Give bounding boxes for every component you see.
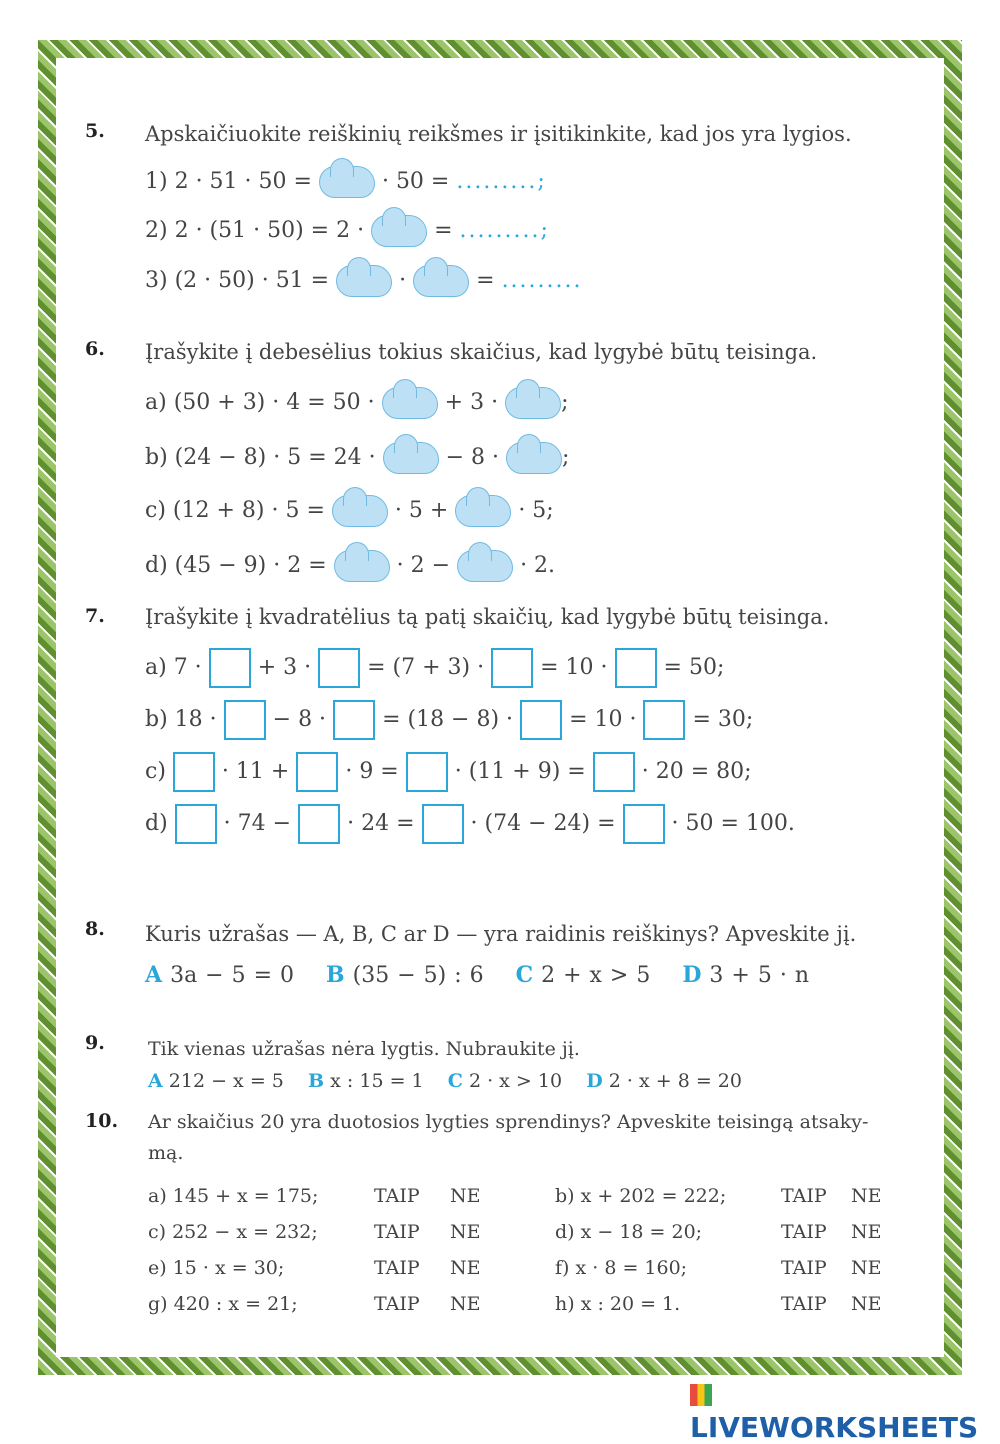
q6-line-a: a) (50 + 3) · 4 = 50 · + 3 · ; [145, 387, 569, 419]
q9-option[interactable]: A 212 − x = 5 [148, 1070, 284, 1092]
taip-option[interactable]: TAIP [374, 1221, 420, 1243]
equation: c) 252 − x = 232; [148, 1221, 318, 1243]
square-input[interactable] [406, 752, 448, 792]
cloud-input[interactable] [455, 495, 511, 527]
equation: h) x : 20 = 1. [555, 1293, 681, 1315]
square-input[interactable] [224, 700, 266, 740]
q7-line-a: a) 7 · + 3 · = (7 + 3) · = 10 · = 50; [145, 648, 724, 688]
equation: g) 420 : x = 21; [148, 1293, 298, 1315]
answer-dots[interactable]: .........; [459, 218, 550, 243]
taip-option[interactable]: TAIP [374, 1257, 420, 1279]
cloud-input[interactable] [505, 387, 561, 419]
table-row [148, 1250, 882, 1286]
q5-line3: 3) (2 · 50) · 51 = · = ......... [145, 265, 583, 297]
ne-option[interactable]: NE [851, 1185, 882, 1207]
q7-line-d: d) · 74 − · 24 = · (74 − 24) = · 50 = 100. [145, 804, 795, 844]
q9-option[interactable]: C 2 · x > 10 [447, 1070, 563, 1092]
square-input[interactable] [422, 804, 464, 844]
square-input[interactable] [296, 752, 338, 792]
square-input[interactable] [615, 648, 657, 688]
equation: a) 145 + x = 175; [148, 1185, 319, 1207]
q10-text-line2: mą. [148, 1142, 184, 1164]
q7-line-c: c) · 11 + · 9 = · (11 + 9) = · 20 = 80; [145, 752, 752, 792]
q8-option[interactable]: B (35 − 5) : 6 [326, 962, 484, 988]
ne-option[interactable]: NE [450, 1257, 481, 1279]
q7-line-b: b) 18 · − 8 · = (18 − 8) · = 10 · = 30; [145, 700, 753, 740]
ne-option[interactable]: NE [851, 1293, 882, 1315]
taip-option[interactable]: TAIP [781, 1221, 827, 1243]
equation: d) x − 18 = 20; [555, 1221, 703, 1243]
table-row [148, 1286, 882, 1322]
q9-number: 9. [85, 1032, 105, 1054]
equation: b) x + 202 = 222; [555, 1185, 727, 1207]
q9-option[interactable]: B x : 15 = 1 [308, 1070, 424, 1092]
square-input[interactable] [593, 752, 635, 792]
q8-number: 8. [85, 918, 105, 940]
cloud-input[interactable] [382, 387, 438, 419]
q6-line-c: c) (12 + 8) · 5 = · 5 + · 5; [145, 495, 554, 527]
square-input[interactable] [623, 804, 665, 844]
ne-option[interactable]: NE [851, 1221, 882, 1243]
cloud-input[interactable] [457, 550, 513, 582]
taip-option[interactable]: TAIP [781, 1293, 827, 1315]
liveworksheets-logo: LIVEWORKSHEETS [690, 1378, 1000, 1444]
taip-option[interactable]: TAIP [374, 1185, 420, 1207]
q10-table [148, 1178, 882, 1322]
cloud-input[interactable] [371, 215, 427, 247]
ne-option[interactable]: NE [450, 1185, 481, 1207]
ne-option[interactable]: NE [450, 1221, 481, 1243]
q9-options [148, 1070, 742, 1092]
answer-dots[interactable]: ......... [501, 268, 583, 293]
q7-number: 7. [85, 605, 105, 627]
table-row [148, 1214, 882, 1250]
cloud-input[interactable] [413, 265, 469, 297]
q8-option[interactable]: C 2 + x > 5 [515, 962, 651, 988]
cloud-input[interactable] [319, 166, 375, 198]
q5-number: 5. [85, 120, 105, 142]
square-input[interactable] [298, 804, 340, 844]
q9-option[interactable]: D 2 · x + 8 = 20 [586, 1070, 742, 1092]
equation: e) 15 · x = 30; [148, 1257, 285, 1279]
q7-text: Įrašykite į kvadratėlius tą patį skaičių, kad lygybė būtų teisinga. [145, 605, 830, 629]
cloud-input[interactable] [506, 442, 562, 474]
ne-option[interactable]: NE [450, 1293, 481, 1315]
square-input[interactable] [520, 700, 562, 740]
square-input[interactable] [491, 648, 533, 688]
q6-text: Įrašykite į debesėlius tokius skaičius, kad lygybė būtų teisinga. [145, 340, 818, 364]
cloud-input[interactable] [383, 442, 439, 474]
answer-dots[interactable]: .........; [456, 169, 547, 194]
square-input[interactable] [333, 700, 375, 740]
table-row [148, 1178, 882, 1214]
taip-option[interactable]: TAIP [781, 1257, 827, 1279]
q5-text: Apskaičiuokite reiškinių reikšmes ir įsitikinkite, kad jos yra lygios. [145, 122, 852, 146]
equation: f) x · 8 = 160; [555, 1257, 688, 1279]
square-input[interactable] [173, 752, 215, 792]
q6-number: 6. [85, 338, 105, 360]
cloud-input[interactable] [332, 495, 388, 527]
q6-line-d: d) (45 − 9) · 2 = · 2 − · 2. [145, 550, 555, 582]
square-input[interactable] [318, 648, 360, 688]
q10-number: 10. [85, 1110, 119, 1132]
q6-line-b: b) (24 − 8) · 5 = 24 · − 8 · ; [145, 442, 569, 474]
cloud-input[interactable] [336, 265, 392, 297]
q5-l1-expr: 1) 2 · 51 · 50 = [145, 169, 312, 194]
cloud-input[interactable] [334, 550, 390, 582]
taip-option[interactable]: TAIP [781, 1185, 827, 1207]
taip-option[interactable]: TAIP [374, 1293, 420, 1315]
ne-option[interactable]: NE [851, 1257, 882, 1279]
q5-line2: 2) 2 · (51 · 50) = 2 · = .........; [145, 215, 550, 247]
q8-option[interactable]: D 3 + 5 · n [682, 962, 809, 988]
square-input[interactable] [175, 804, 217, 844]
q9-text: Tik vienas užrašas nėra lygtis. Nubraukite jį. [148, 1038, 580, 1060]
q8-text: Kuris užrašas — A, B, C ar D — yra raidinis reiškinys? Apveskite jį. [145, 922, 857, 946]
q8-option[interactable]: A 3a − 5 = 0 [145, 962, 295, 988]
square-input[interactable] [643, 700, 685, 740]
q10-text-line1: Ar skaičius 20 yra duotosios lygties sprendinys? Apveskite teisingą atsaky- [148, 1111, 869, 1133]
q8-options [145, 962, 809, 988]
q5-line1: 1) 2 · 51 · 50 = · 50 = .........; [145, 166, 547, 198]
logo-icon [690, 1384, 712, 1406]
square-input[interactable] [209, 648, 251, 688]
